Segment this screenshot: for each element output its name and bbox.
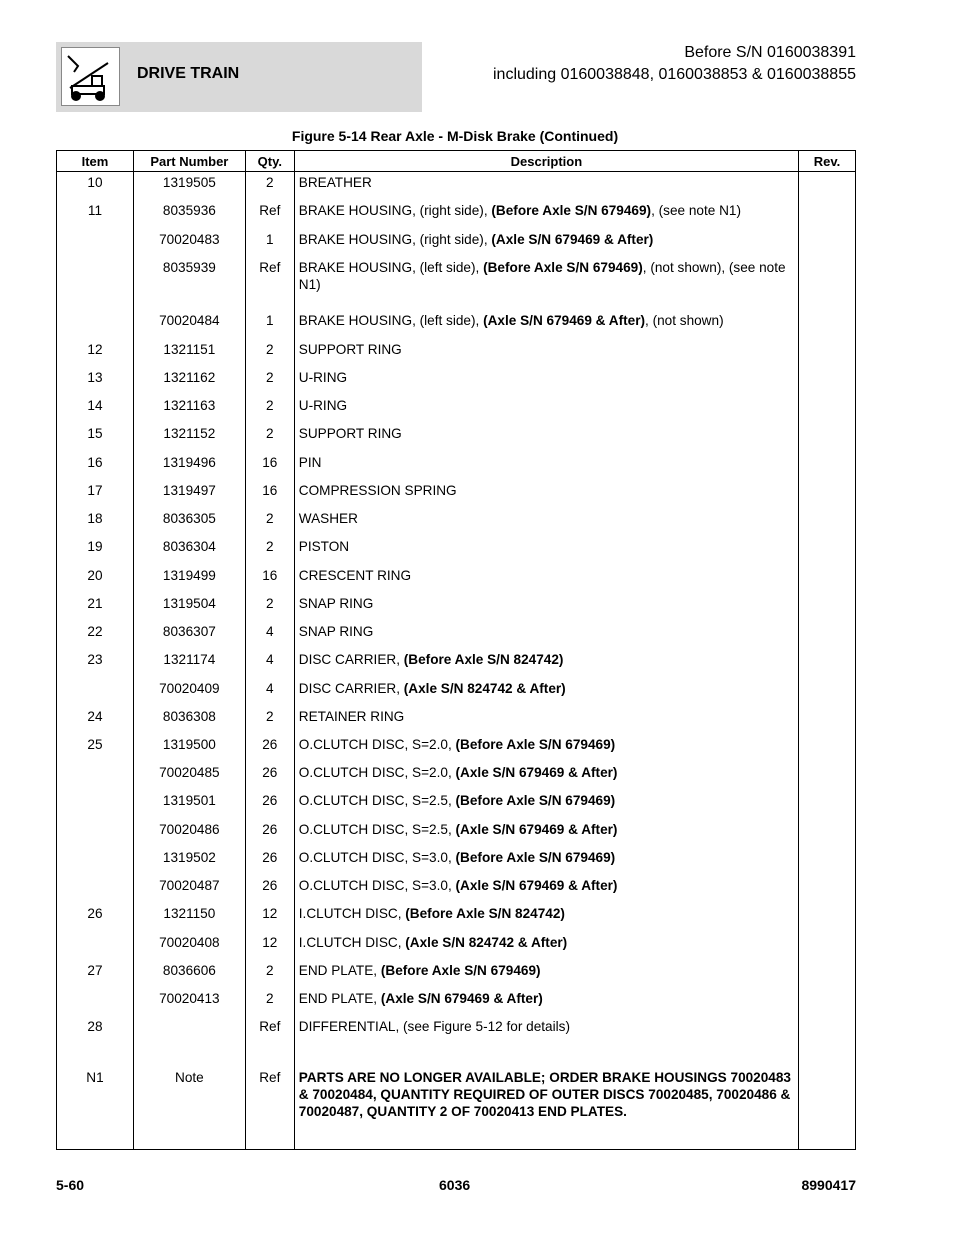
empty-cell: [799, 1145, 856, 1149]
part-number-cell: 1319496: [133, 452, 245, 480]
item-cell: 25: [57, 734, 134, 762]
description-cell: [294, 903, 798, 931]
figure-title: Figure 5-14 Rear Axle - M-Disk Brake (Continued): [291, 128, 619, 144]
table-row: [57, 200, 856, 228]
serial-qualifier: (Axle S/N 679469 & After): [455, 765, 618, 781]
serial-qualifier: (Axle S/N 679469 & After): [380, 991, 543, 1007]
table-row: [57, 423, 856, 451]
description-text: U-RING: [298, 369, 348, 385]
serial-qualifier: (Before Axle S/N 679469): [455, 736, 616, 752]
table-row: [57, 706, 856, 734]
rev-cell: [799, 257, 856, 311]
serial-qualifier: (Before Axle S/N 679469): [491, 203, 652, 219]
empty-cell: [133, 1045, 245, 1067]
qty-cell: 26: [245, 875, 294, 903]
table-row: [57, 395, 856, 423]
rev-cell: [799, 1016, 856, 1044]
serial-qualifier: (Axle S/N 679469 & After): [455, 878, 618, 894]
rev-cell: [799, 762, 856, 790]
table-row: [57, 565, 856, 593]
description-suffix: , (not shown): [645, 313, 724, 329]
part-number-cell: 8036305: [133, 508, 245, 536]
table-row: [57, 367, 856, 395]
part-number-cell: 1321174: [133, 649, 245, 677]
rev-cell: [799, 734, 856, 762]
qty-cell: Ref: [245, 257, 294, 311]
table-row: [57, 480, 856, 508]
empty-cell: [799, 1045, 856, 1067]
description-cell: [294, 508, 798, 536]
table-row: [57, 678, 856, 706]
part-number-cell: 70020413: [133, 988, 245, 1016]
description-cell: [294, 790, 798, 818]
part-number-cell: 70020485: [133, 762, 245, 790]
rev-cell: [799, 229, 856, 257]
telehandler-logo-icon: [61, 47, 120, 106]
item-cell: 10: [57, 172, 134, 201]
qty-cell: 16: [245, 480, 294, 508]
part-number-cell: 70020483: [133, 229, 245, 257]
serial-line-2: including 0160038848, 0160038853 & 0160038855: [492, 66, 856, 83]
table-row: [57, 819, 856, 847]
qty-cell: 4: [245, 678, 294, 706]
part-number-cell: 8036308: [133, 706, 245, 734]
item-cell: 11: [57, 200, 134, 228]
part-number-cell: 1319501: [133, 790, 245, 818]
table-row: [57, 536, 856, 564]
qty-cell: 2: [245, 172, 294, 201]
serial-qualifier: (Axle S/N 679469 & After): [483, 313, 646, 329]
rev-cell: [799, 508, 856, 536]
description-text: O.CLUTCH DISC, S=2.5,: [298, 821, 456, 837]
col-header-qty: Qty.: [245, 151, 294, 172]
qty-cell: 12: [245, 932, 294, 960]
item-cell: [57, 847, 134, 875]
item-cell: 20: [57, 565, 134, 593]
qty-cell: 26: [245, 847, 294, 875]
model-number: 6036: [439, 1177, 471, 1193]
filler-row: [57, 1145, 856, 1149]
table-row: [57, 452, 856, 480]
item-cell: [57, 762, 134, 790]
description-cell: [294, 875, 798, 903]
rev-cell: [799, 847, 856, 875]
description-text: PIN: [298, 454, 322, 470]
description-cell: [294, 734, 798, 762]
description-text: END PLATE,: [298, 991, 381, 1007]
rev-cell: [799, 649, 856, 677]
table-row: [57, 847, 856, 875]
qty-cell: 2: [245, 536, 294, 564]
serial-line-1: Before S/N 0160038391: [684, 44, 856, 61]
item-cell: 21: [57, 593, 134, 621]
description-text: I.CLUTCH DISC,: [298, 906, 406, 922]
col-header-part-number: Part Number: [133, 151, 245, 172]
description-text: O.CLUTCH DISC, S=3.0,: [298, 849, 456, 865]
rev-cell: [799, 200, 856, 228]
part-number-cell: 1321151: [133, 339, 245, 367]
description-cell: [294, 310, 798, 338]
description-cell: [294, 706, 798, 734]
description-cell: [294, 536, 798, 564]
table-row: [57, 621, 856, 649]
rev-cell: [799, 172, 856, 201]
item-cell: [57, 257, 134, 311]
note-item-cell: N1: [57, 1067, 134, 1146]
qty-cell: 4: [245, 621, 294, 649]
description-text: U-RING: [298, 398, 348, 414]
description-suffix: , (see note N1): [651, 203, 741, 219]
rev-cell: [799, 593, 856, 621]
table-row: [57, 172, 856, 201]
part-number-cell: 70020408: [133, 932, 245, 960]
note-row: [57, 1067, 856, 1146]
empty-cell: [294, 1145, 798, 1149]
description-cell: [294, 762, 798, 790]
item-cell: [57, 790, 134, 818]
rev-cell: [799, 536, 856, 564]
rev-cell: [799, 1067, 856, 1146]
empty-cell: [133, 1145, 245, 1149]
table-row: [57, 903, 856, 931]
description-cell: [294, 621, 798, 649]
rev-cell: [799, 480, 856, 508]
description-text: O.CLUTCH DISC, S=3.0,: [298, 878, 456, 894]
qty-cell: 16: [245, 452, 294, 480]
description-text: WASHER: [298, 511, 358, 527]
item-cell: [57, 229, 134, 257]
rev-cell: [799, 452, 856, 480]
description-text: SNAP RING: [298, 624, 374, 640]
description-cell: [294, 395, 798, 423]
qty-cell: 1: [245, 310, 294, 338]
description-text: I.CLUTCH DISC,: [298, 934, 406, 950]
item-cell: [57, 819, 134, 847]
qty-cell: 26: [245, 734, 294, 762]
qty-cell: 26: [245, 819, 294, 847]
part-number-cell: 8036307: [133, 621, 245, 649]
qty-cell: 12: [245, 903, 294, 931]
description-text: SUPPORT RING: [298, 426, 402, 442]
note-part-cell: Note: [133, 1067, 245, 1146]
description-text: COMPRESSION SPRING: [298, 482, 457, 498]
table-row: [57, 790, 856, 818]
part-number-cell: 1321152: [133, 423, 245, 451]
empty-cell: [245, 1045, 294, 1067]
note-qty-cell: Ref: [245, 1067, 294, 1146]
item-cell: 18: [57, 508, 134, 536]
description-cell: [294, 678, 798, 706]
section-title: DRIVE TRAIN: [137, 65, 240, 82]
description-cell: [294, 819, 798, 847]
qty-cell: 2: [245, 395, 294, 423]
qty-cell: 1: [245, 229, 294, 257]
serial-qualifier: (Before Axle S/N 824742): [403, 652, 564, 668]
table-row: [57, 762, 856, 790]
description-text: CRESCENT RING: [298, 567, 412, 583]
rev-cell: [799, 395, 856, 423]
description-text: DIFFERENTIAL, (see Figure 5-12 for details): [298, 1019, 570, 1035]
description-text: BRAKE HOUSING, (left side),: [298, 313, 484, 329]
table-row: [57, 508, 856, 536]
part-number-cell: 8036606: [133, 960, 245, 988]
col-header-item: Item: [57, 151, 134, 172]
part-number-cell: 1319505: [133, 172, 245, 201]
description-cell: [294, 847, 798, 875]
part-number-cell: 8035939: [133, 257, 245, 311]
description-text: RETAINER RING: [298, 708, 405, 724]
rev-cell: [799, 310, 856, 338]
description-cell: [294, 565, 798, 593]
description-cell: [294, 367, 798, 395]
serial-qualifier: (Before Axle S/N 679469): [455, 849, 616, 865]
item-cell: 17: [57, 480, 134, 508]
description-text: SNAP RING: [298, 595, 374, 611]
rev-cell: [799, 819, 856, 847]
empty-cell: [294, 1045, 798, 1067]
qty-cell: 4: [245, 649, 294, 677]
table-row: [57, 257, 856, 311]
part-number-cell: 1319504: [133, 593, 245, 621]
description-cell: [294, 172, 798, 201]
part-number-cell: 1319499: [133, 565, 245, 593]
part-number-cell: 1319500: [133, 734, 245, 762]
table-row: [57, 649, 856, 677]
item-cell: [57, 988, 134, 1016]
serial-qualifier: (Axle S/N 679469 & After): [455, 821, 618, 837]
qty-cell: 2: [245, 960, 294, 988]
table-row: [57, 339, 856, 367]
description-cell: [294, 200, 798, 228]
rev-cell: [799, 932, 856, 960]
description-cell: [294, 593, 798, 621]
qty-cell: 2: [245, 508, 294, 536]
serial-qualifier: (Before Axle S/N 824742): [405, 906, 565, 922]
item-cell: 27: [57, 960, 134, 988]
description-cell: [294, 960, 798, 988]
rev-cell: [799, 960, 856, 988]
table-row: [57, 1016, 856, 1044]
rev-cell: [799, 367, 856, 395]
part-number-cell: [133, 1016, 245, 1044]
rev-cell: [799, 790, 856, 818]
rev-cell: [799, 988, 856, 1016]
item-cell: 16: [57, 452, 134, 480]
item-cell: [57, 875, 134, 903]
description-text: SUPPORT RING: [298, 341, 402, 357]
empty-cell: [57, 1145, 134, 1149]
description-cell: [294, 339, 798, 367]
item-cell: 19: [57, 536, 134, 564]
qty-cell: 2: [245, 593, 294, 621]
page-number: 5-60: [56, 1177, 85, 1193]
serial-qualifier: (Axle S/N 824742 & After): [405, 934, 568, 950]
description-text: DISC CARRIER,: [298, 680, 404, 696]
table-row: [57, 988, 856, 1016]
qty-cell: 26: [245, 790, 294, 818]
item-cell: 12: [57, 339, 134, 367]
table-row: [57, 932, 856, 960]
part-number-cell: 70020409: [133, 678, 245, 706]
description-text: BRAKE HOUSING, (right side),: [298, 203, 492, 219]
table-row: [57, 875, 856, 903]
description-cell: [294, 480, 798, 508]
spacer-row: [57, 1045, 856, 1067]
serial-qualifier: (Axle S/N 824742 & After): [403, 680, 566, 696]
description-suffix: , (not shown), (see note N1): [298, 259, 786, 292]
empty-cell: [57, 1045, 134, 1067]
item-cell: [57, 678, 134, 706]
qty-cell: 2: [245, 706, 294, 734]
item-cell: 13: [57, 367, 134, 395]
item-cell: [57, 310, 134, 338]
description-text: PISTON: [298, 539, 350, 555]
part-number-cell: 1321162: [133, 367, 245, 395]
rev-cell: [799, 678, 856, 706]
item-cell: 24: [57, 706, 134, 734]
part-number-cell: 1319502: [133, 847, 245, 875]
description-cell: [294, 1016, 798, 1044]
description-text: BREATHER: [298, 175, 372, 190]
part-number-cell: 8036304: [133, 536, 245, 564]
description-text: BRAKE HOUSING, (right side),: [298, 231, 492, 247]
description-cell: [294, 988, 798, 1016]
table-row: [57, 593, 856, 621]
description-cell: [294, 932, 798, 960]
rev-cell: [799, 565, 856, 593]
description-cell: [294, 452, 798, 480]
parts-table: [56, 150, 856, 1150]
part-number-cell: 1321150: [133, 903, 245, 931]
rev-cell: [799, 875, 856, 903]
item-cell: 15: [57, 423, 134, 451]
description-text: O.CLUTCH DISC, S=2.0,: [298, 736, 456, 752]
part-number-cell: 1319497: [133, 480, 245, 508]
rev-cell: [799, 903, 856, 931]
serial-qualifier: (Before Axle S/N 679469): [483, 259, 643, 275]
table-row: [57, 960, 856, 988]
description-text: O.CLUTCH DISC, S=2.0,: [298, 765, 456, 781]
qty-cell: Ref: [245, 1016, 294, 1044]
qty-cell: 26: [245, 762, 294, 790]
qty-cell: 2: [245, 339, 294, 367]
item-cell: 23: [57, 649, 134, 677]
item-cell: 28: [57, 1016, 134, 1044]
rev-cell: [799, 706, 856, 734]
qty-cell: 16: [245, 565, 294, 593]
serial-range: [493, 42, 856, 86]
description-cell: [294, 649, 798, 677]
col-header-rev: Rev.: [799, 151, 856, 172]
table-row: [57, 734, 856, 762]
part-number-cell: 1321163: [133, 395, 245, 423]
serial-qualifier: (Before Axle S/N 679469): [455, 793, 616, 809]
empty-cell: [245, 1145, 294, 1149]
part-number-cell: 70020484: [133, 310, 245, 338]
part-number-cell: 70020486: [133, 819, 245, 847]
item-cell: 14: [57, 395, 134, 423]
document-number: 8990417: [801, 1177, 856, 1193]
description-text: END PLATE,: [298, 962, 381, 978]
description-text: DISC CARRIER,: [298, 652, 404, 668]
serial-qualifier: (Axle S/N 679469 & After): [491, 231, 654, 247]
table-header-row: [57, 151, 856, 172]
table-row: [57, 229, 856, 257]
qty-cell: Ref: [245, 200, 294, 228]
qty-cell: 2: [245, 367, 294, 395]
qty-cell: 2: [245, 423, 294, 451]
note-text-cell: PARTS ARE NO LONGER AVAILABLE; ORDER BRAKE HOUSINGS 70020483 & 70020484, QUANTITY REQUIRED OF OUTER DISCS 70020485, 70020486 & 70020487, QUANTITY 2 OF 70020413 END PLATES.: [294, 1067, 798, 1146]
item-cell: 26: [57, 903, 134, 931]
part-number-cell: 8035936: [133, 200, 245, 228]
description-text: O.CLUTCH DISC, S=2.5,: [298, 793, 456, 809]
col-header-description: Description: [294, 151, 798, 172]
description-text: BRAKE HOUSING, (left side),: [298, 259, 484, 275]
serial-qualifier: (Before Axle S/N 679469): [380, 962, 541, 978]
description-cell: [294, 423, 798, 451]
table-row: [57, 310, 856, 338]
rev-cell: [799, 339, 856, 367]
qty-cell: 2: [245, 988, 294, 1016]
rev-cell: [799, 621, 856, 649]
item-cell: 22: [57, 621, 134, 649]
part-number-cell: 70020487: [133, 875, 245, 903]
description-cell: [294, 257, 798, 311]
description-cell: [294, 229, 798, 257]
rev-cell: [799, 423, 856, 451]
item-cell: [57, 932, 134, 960]
